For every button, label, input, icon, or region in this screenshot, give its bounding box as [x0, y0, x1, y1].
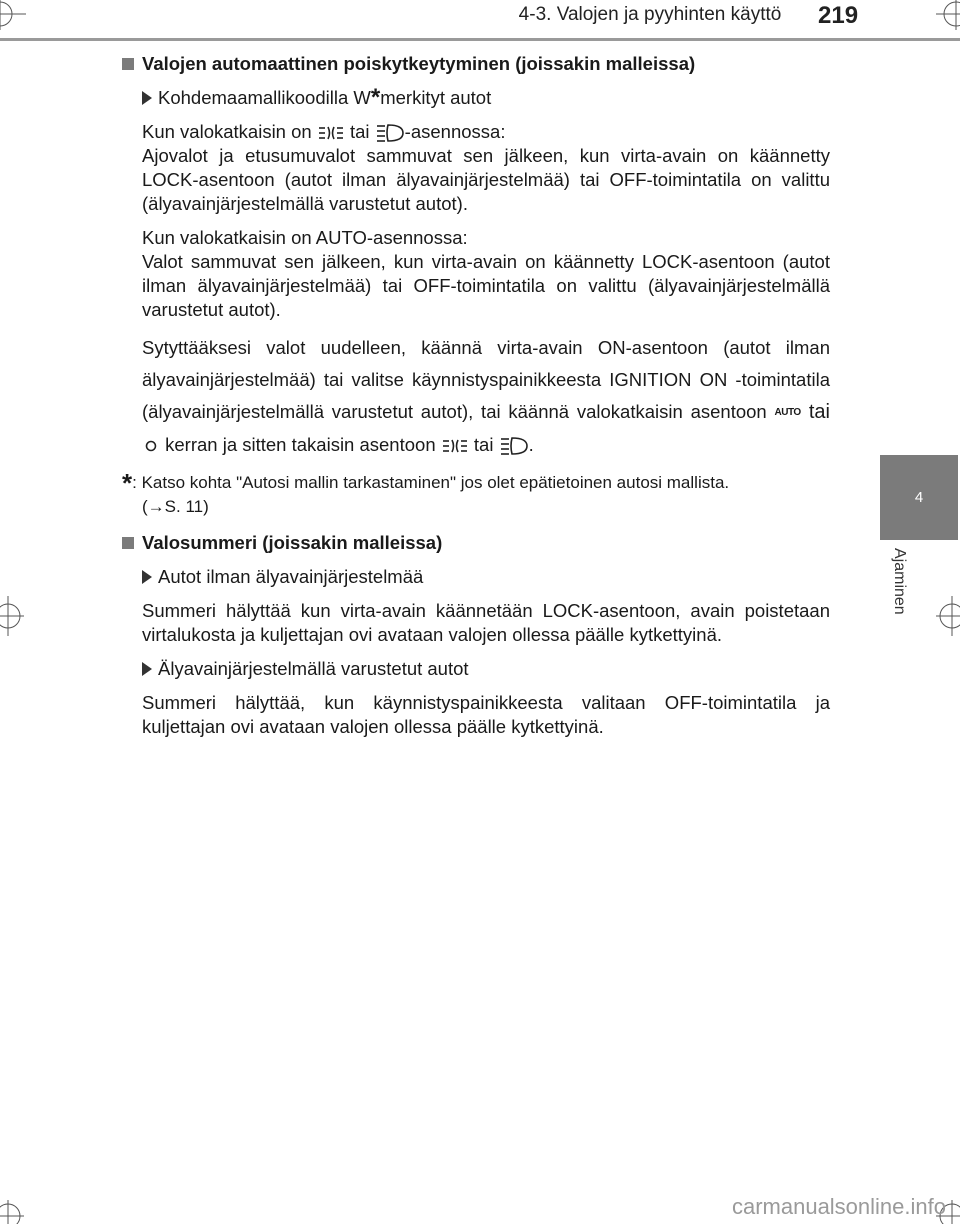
page-content — [122, 52, 830, 749]
para3-text: Sytyttääksesi valot uudelleen, käännä virta-avain ON-asentoon (autot ilman älyavainjärjestelmää) tai valitse käynnistyspainikkeesta IGNITION ON -toimintatila (älyavainjärjestelmällä varustetut autot), tai käännä valokatkaisin asentoon — [142, 337, 830, 422]
chapter-tab — [880, 455, 958, 540]
bullet-text: Älyavainjärjestelmällä varustetut autot — [158, 658, 469, 680]
section1-body — [142, 86, 830, 461]
header-rule — [0, 38, 960, 41]
para3-text: tai — [800, 401, 830, 423]
bullet-text: Autot ilman älyavainjärjestelmää — [158, 566, 424, 588]
triangle-bullet-icon — [142, 91, 152, 105]
asterisk-mark: * — [370, 84, 381, 111]
para1-text: Kun valokatkaisin on — [142, 121, 317, 142]
page-reference-link[interactable]: (→S. 11) — [142, 497, 209, 517]
footnote — [122, 468, 830, 519]
section1-heading — [122, 52, 830, 76]
page-number: 219 — [818, 2, 859, 29]
bullet-no-smart-key — [142, 565, 830, 589]
bullet-smart-key — [142, 657, 830, 681]
footnote-text: : Katso kohta "Autosi mallin tarkastaminen" jos olet epätietoinen autosi mallista. — [132, 473, 730, 493]
para1-text: tai — [344, 121, 375, 142]
paragraph-light-switch-on — [142, 120, 830, 216]
model-bullet-text-after: merkityt autot — [380, 87, 492, 108]
headlight-icon — [499, 436, 529, 456]
auto-light-icon: AUTO — [774, 407, 801, 419]
model-bullet — [142, 86, 830, 110]
chapter-label: Ajaminen — [891, 548, 908, 615]
para3-text: tai — [468, 434, 499, 456]
footnote-asterisk: * — [122, 468, 133, 499]
section-title: 4-3. Valojen ja pyyhinten käyttö — [518, 4, 782, 25]
parking-light-icon — [441, 437, 469, 455]
para2-text: Valot sammuvat sen jälkeen, kun virta-avain on käännetty LOCK-asentoon (autot ilman älyavainjärjestelmää) tai OFF-toimintatila on valittu (älyavainjärjestelmällä varustetut autot). — [142, 251, 830, 320]
para3-text: . — [528, 434, 534, 456]
paragraph-relight — [142, 332, 830, 461]
section2-heading-text: Valosummeri (joissakin malleissa) — [142, 532, 443, 554]
watermark: carmanualsonline.info — [731, 1194, 946, 1219]
triangle-bullet-icon — [142, 662, 152, 676]
para1-text: -asennossa: — [404, 121, 506, 142]
model-bullet-text-before: Kohdemaamallikoodilla W — [158, 87, 371, 108]
section2-body — [142, 565, 830, 739]
light-off-icon — [142, 439, 160, 453]
headlight-icon — [375, 123, 405, 143]
chapter-number: 4 — [914, 489, 924, 506]
square-bullet-icon — [122, 537, 134, 549]
section2-heading — [122, 531, 830, 555]
para1-text: Ajovalot ja etusumuvalot sammuvat sen jälkeen, kun virta-avain on käännetty LOCK-asentoon (autot ilman älyavainjärjestelmää) tai OFF-toimintatila on valittu (älyavainjärjestelmällä varustetut autot). — [142, 145, 830, 214]
square-bullet-icon — [122, 58, 134, 70]
paragraph-buzzer-key: Summeri hälyttää kun virta-avain käännetään LOCK-asentoon, avain poistetaan virtalukosta ja kuljettajan ovi avataan valojen ollessa päälle kytkettyinä. — [142, 600, 830, 646]
triangle-bullet-icon — [142, 570, 152, 584]
parking-light-icon — [317, 124, 345, 142]
para3-text: kerran ja sitten takaisin asentoon — [160, 434, 441, 456]
paragraph-auto-position — [142, 226, 830, 322]
paragraph-buzzer-smart: Summeri hälyttää, kun käynnistyspainikkeesta valitaan OFF-toimintatila ja kuljettajan ovi avataan valojen ollessa päälle kytkettyinä. — [142, 692, 830, 738]
section1-heading-text: Valojen automaattinen poiskytkeytyminen (joissakin malleissa) — [142, 53, 696, 74]
para2-line1: Kun valokatkaisin on AUTO-asennossa: — [142, 227, 468, 248]
